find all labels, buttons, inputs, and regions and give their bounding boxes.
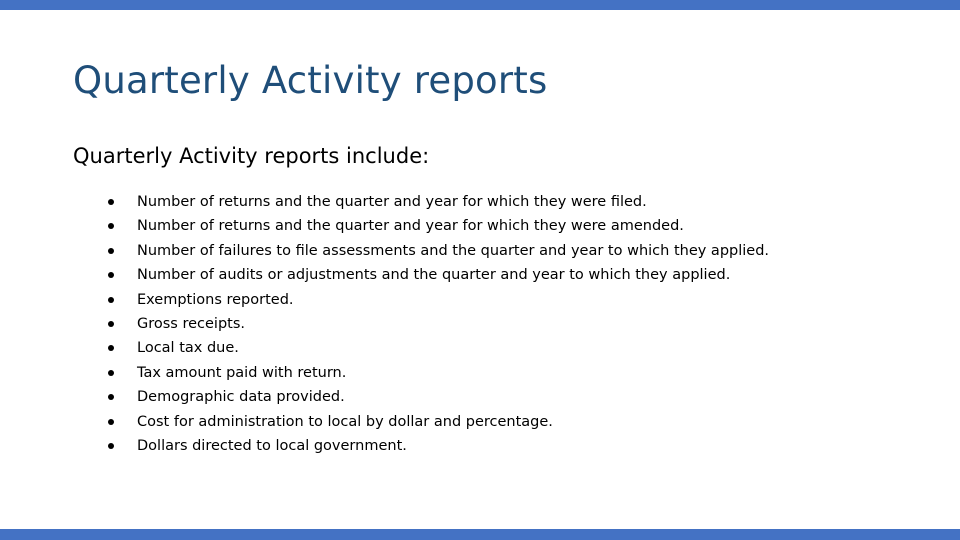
bottom-accent-bar bbox=[0, 529, 960, 540]
list-item-text: Number of returns and the quarter and year for which they were filed. bbox=[137, 194, 647, 210]
list-item bbox=[108, 385, 769, 409]
bullet-icon bbox=[108, 248, 114, 254]
bullet-list bbox=[108, 190, 769, 458]
list-item bbox=[108, 336, 769, 360]
bullet-icon bbox=[108, 394, 114, 400]
list-item bbox=[108, 190, 769, 214]
bullet-icon bbox=[108, 419, 114, 425]
bullet-icon bbox=[108, 370, 114, 376]
list-item-text: Tax amount paid with return. bbox=[137, 364, 347, 381]
list-item-text: Exemptions reported. bbox=[137, 291, 294, 308]
bullet-icon bbox=[108, 443, 114, 449]
list-item bbox=[108, 263, 769, 287]
bullet-icon bbox=[108, 297, 114, 303]
bullet-icon bbox=[108, 272, 114, 278]
list-item-text: Number of failures to file assessments and the quarter and year to which they applied. bbox=[137, 242, 770, 259]
slide-subheading: Quarterly Activity reports include: bbox=[73, 144, 430, 168]
slide-title: Quarterly Activity reports bbox=[73, 59, 548, 102]
list-item-text: Number of audits or adjustments and the quarter and year to which they applied. bbox=[137, 267, 731, 284]
list-item-text: Demographic data provided. bbox=[137, 389, 345, 406]
list-item bbox=[108, 361, 769, 385]
list-item bbox=[108, 239, 769, 263]
list-item bbox=[108, 410, 769, 434]
list-item bbox=[108, 312, 769, 336]
bullet-icon bbox=[108, 199, 114, 205]
list-item bbox=[108, 434, 769, 458]
top-accent-bar bbox=[0, 0, 960, 10]
bullet-icon bbox=[108, 345, 114, 351]
list-item-text: Gross receipts. bbox=[137, 315, 246, 332]
list-item-text: Dollars directed to local government. bbox=[137, 437, 407, 454]
bullet-icon bbox=[108, 223, 114, 229]
list-item bbox=[108, 288, 769, 312]
list-item bbox=[108, 214, 769, 238]
bullet-icon bbox=[108, 321, 114, 327]
list-item-text: Cost for administration to local by dollar and percentage. bbox=[137, 413, 553, 430]
list-item-text: Number of returns and the quarter and year for which they were amended. bbox=[137, 218, 684, 235]
list-item-text: Local tax due. bbox=[137, 340, 239, 357]
